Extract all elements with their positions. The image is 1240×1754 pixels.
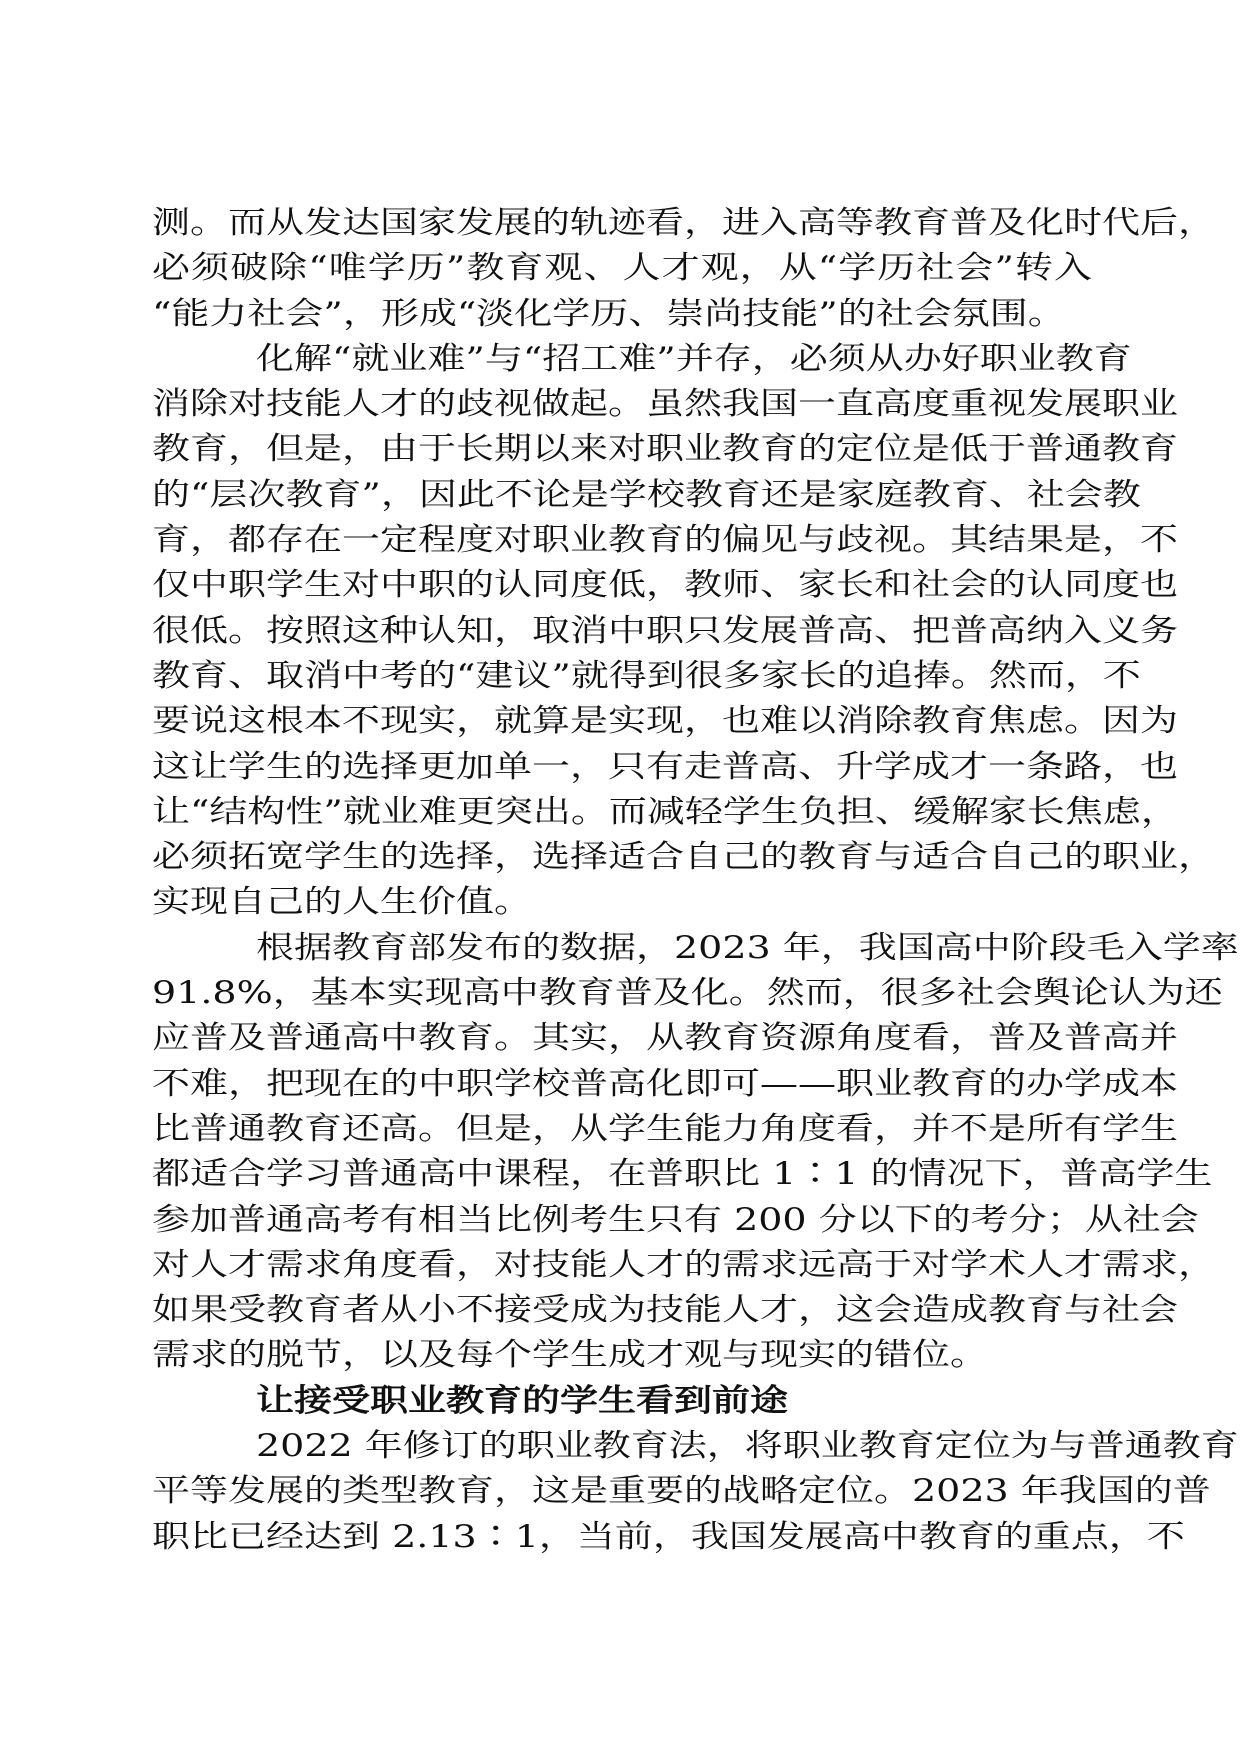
text-line: 不难，把现在的中职学校普高化即可——职业教育的办学成本 bbox=[152, 1064, 1179, 1101]
section-heading: 让接受职业教育的学生看到前途 bbox=[256, 1381, 789, 1418]
text-line: 必须破除“唯学历”教育观、人才观，从“学历社会”转入 bbox=[152, 249, 1092, 286]
text-line: 让“结构性”就业难更突出。而减轻学生负担、缓解家长焦虑， bbox=[152, 792, 1179, 830]
text-line: 职比已经达到 2.13∶1，当前，我国发展高中教育的重点，不 bbox=[152, 1517, 1185, 1554]
text-line: 比普通教育还高。但是，从学生能力角度看，并不是所有学生 bbox=[152, 1110, 1179, 1147]
text-line: 参加普通高考有相当比例考生只有 200 分以下的考分；从社会 bbox=[152, 1200, 1199, 1237]
text-line: 对人才需求角度看，对技能人才的需求远高于对学术人才需求， bbox=[152, 1245, 1217, 1282]
text-line: 平等发展的类型教育，这是重要的战略定位。2023 年我国的普 bbox=[152, 1472, 1211, 1509]
text-line: 很低。按照这种认知，取消中职只发展普高、把普高纳入义务 bbox=[152, 611, 1179, 648]
text-line: 教育、取消中考的“建议”就得到很多家长的追捧。然而，不 bbox=[152, 657, 1141, 694]
text-line: 教育，但是，由于长期以来对职业教育的定位是低于普通教育 bbox=[152, 430, 1179, 467]
text-line: 仅中职学生对中职的认同度低，教师、家长和社会的认同度也 bbox=[152, 566, 1179, 603]
text-line: 都适合学习普通高中课程，在普职比 1∶1 的情况下，普高学生 bbox=[152, 1155, 1213, 1192]
text-line: 实现自己的人生价值。 bbox=[152, 883, 533, 920]
text-line: 消除对技能人才的歧视做起。虽然我国一直高度重视发展职业 bbox=[152, 385, 1179, 422]
text-line: 测。而从发达国家发展的轨迹看，进入高等教育普及化时代后， bbox=[152, 204, 1217, 241]
text-line: “能力社会”，形成“淡化学历、崇尚技能”的社会氛围。 bbox=[152, 294, 1066, 331]
document-page bbox=[152, 200, 1239, 1559]
text-line: 育，都存在一定程度对职业教育的偏见与歧视。其结果是，不 bbox=[152, 521, 1179, 558]
text-line: 如果受教育者从小不接受成为技能人才，这会造成教育与社会 bbox=[152, 1291, 1179, 1328]
text-line: 根据教育部发布的数据，2023 年，我国高中阶段毛入学率 bbox=[256, 928, 1239, 965]
text-line: 91.8%，基本实现高中教育普及化。然而，很多社会舆论认为还 bbox=[152, 974, 1223, 1011]
text-line: 2022 年修订的职业教育法，将职业教育定位为与普通教育 bbox=[256, 1427, 1239, 1464]
text-line: 的“层次教育”，因此不论是学校教育还是家庭教育、社会教 bbox=[152, 475, 1141, 512]
text-line: 这让学生的选择更加单一，只有走普高、升学成才一条路，也 bbox=[152, 747, 1179, 784]
text-line: 必须拓宽学生的选择，选择适合自己的教育与适合自己的职业， bbox=[152, 838, 1217, 875]
text-line: 化解“就业难”与“招工难”并存，必须从办好职业教育 bbox=[256, 339, 1132, 377]
text-line: 要说这根本不现实，就算是实现，也难以消除教育焦虑。因为 bbox=[152, 702, 1179, 739]
text-line: 需求的脱节，以及每个学生成才观与现实的错位。 bbox=[152, 1336, 989, 1373]
text-line: 应普及普通高中教育。其实，从教育资源角度看，普及普高并 bbox=[152, 1019, 1179, 1056]
